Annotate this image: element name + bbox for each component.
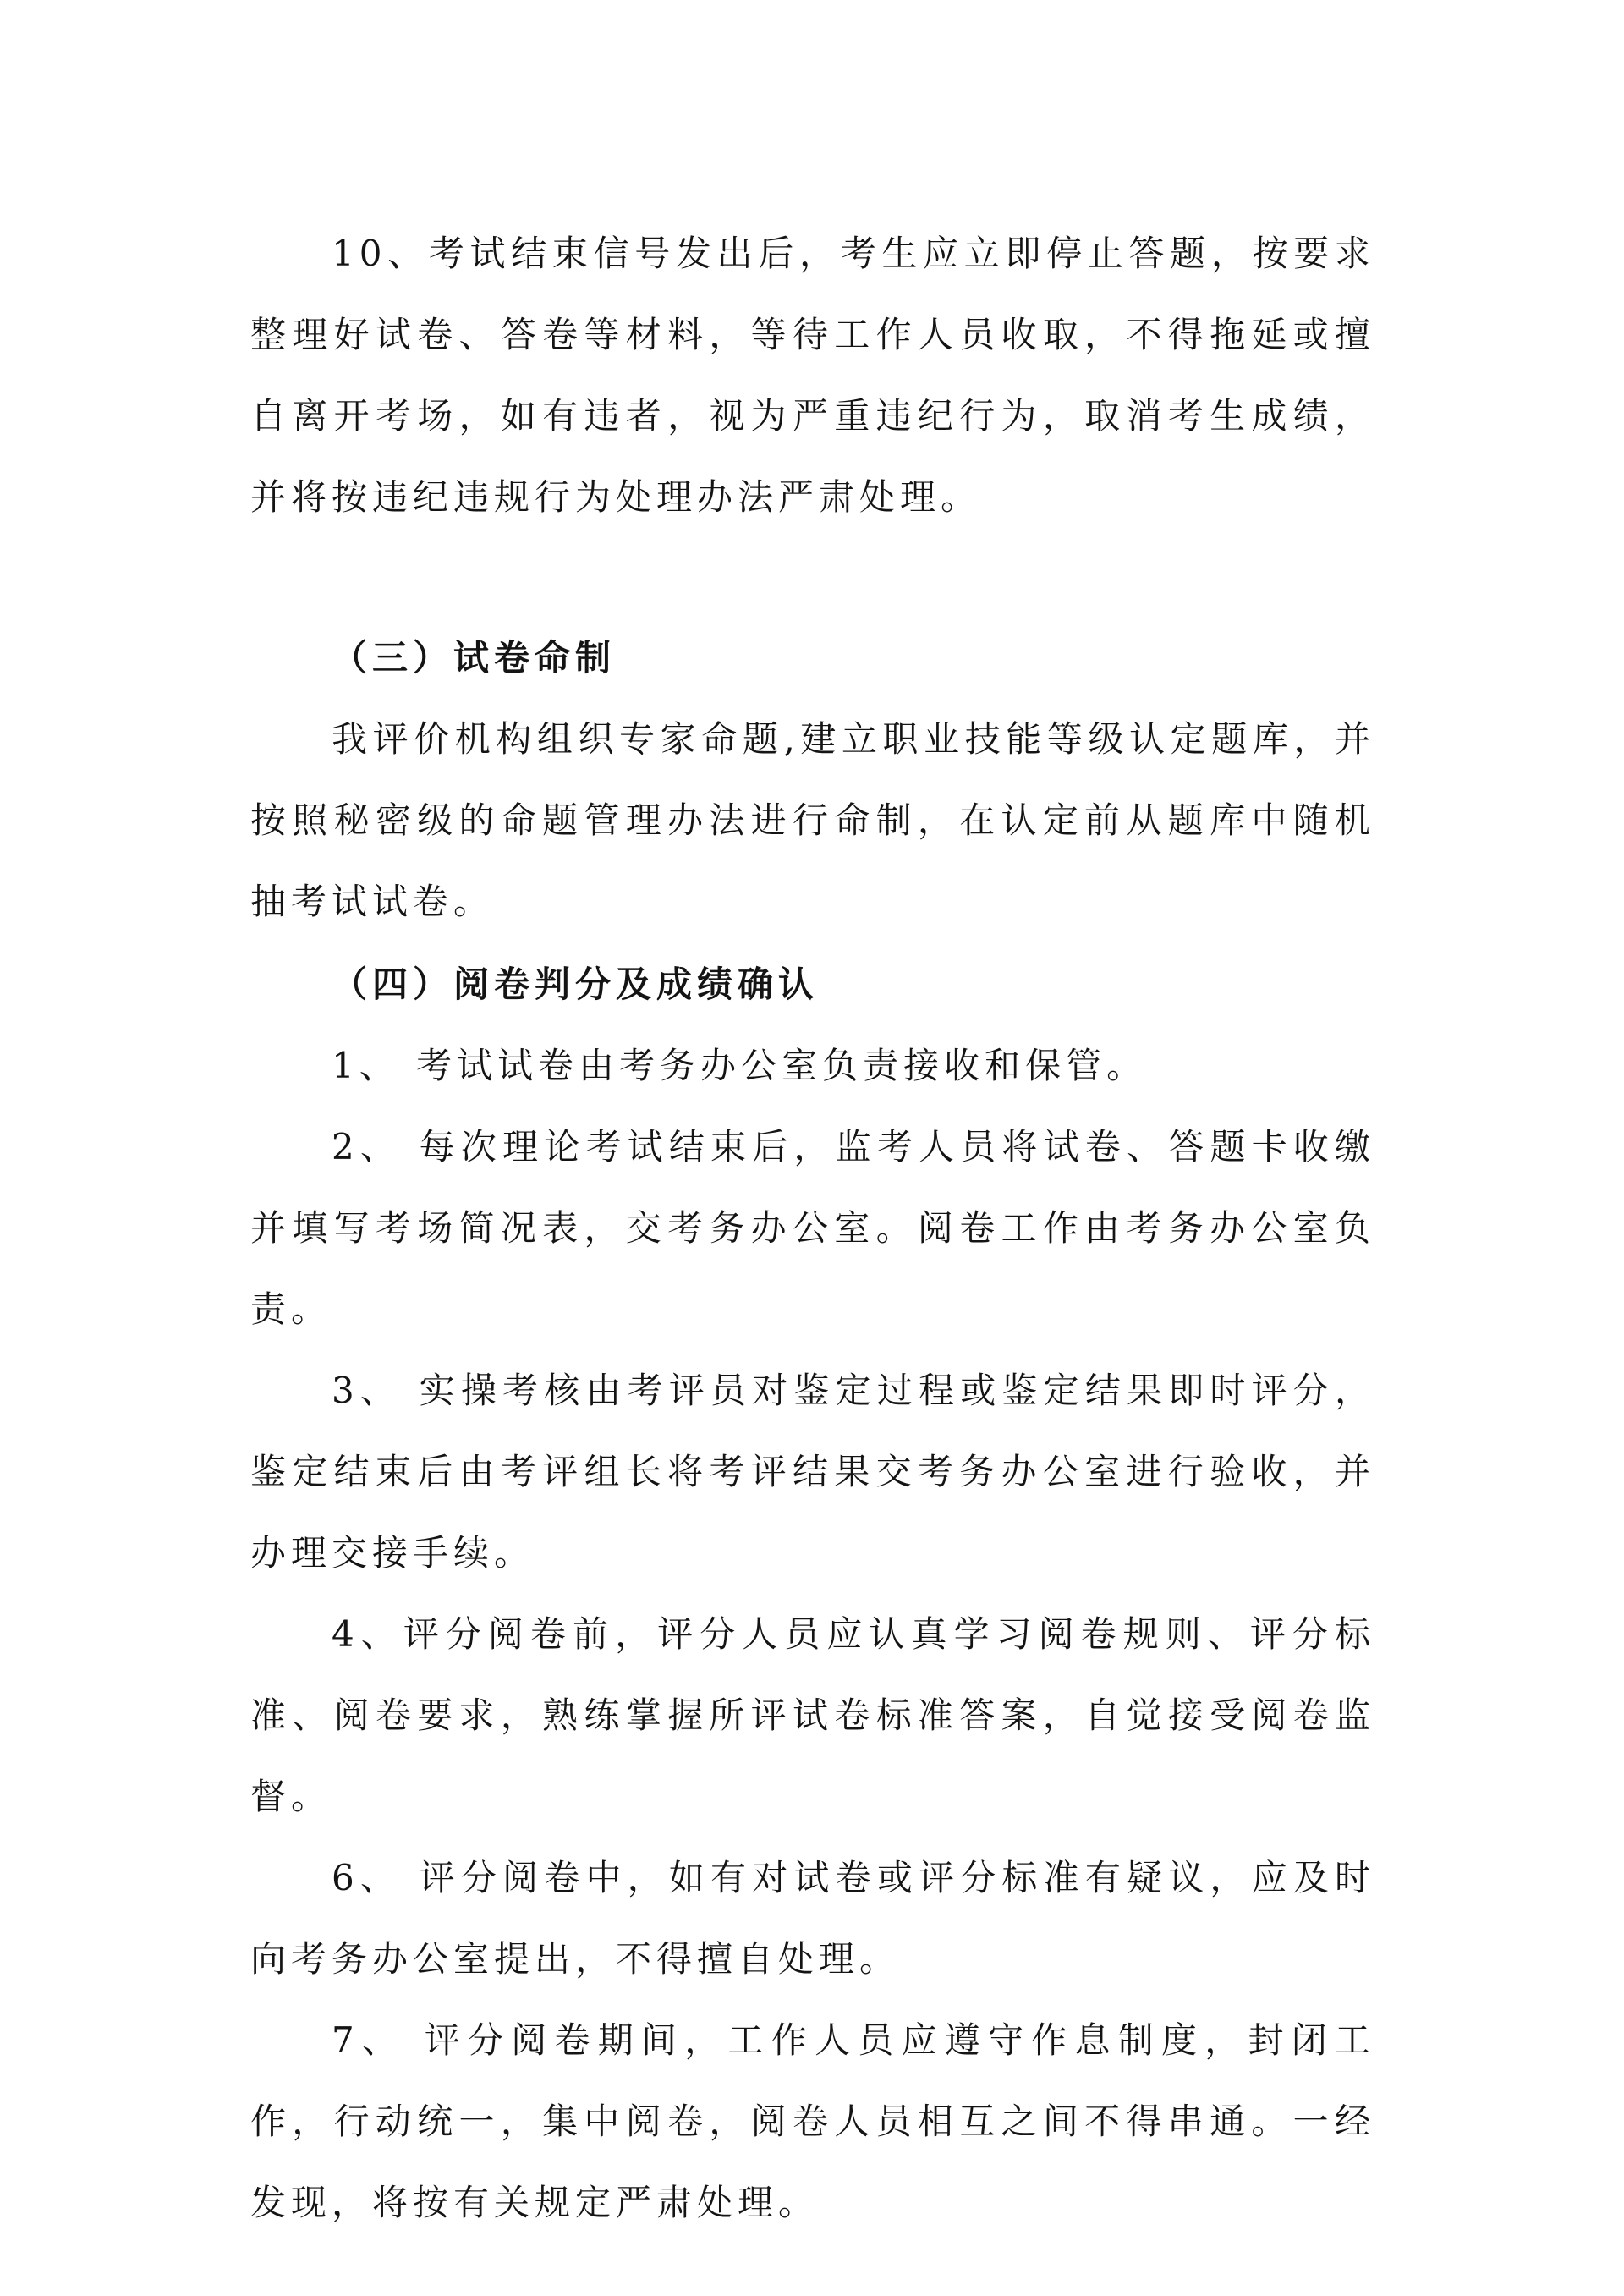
paragraph-item-4: 4、评分阅卷前，评分人员应认真学习阅卷规则、评分标准、阅卷要求，熟练掌握所评试卷标准答案，自觉接受阅卷监督。 [250, 1613, 1375, 1817]
paragraph-item-10: 10、考试结束信号发出后，考生应立即停止答题，按要求整理好试卷、答卷等材料，等待工作人员收取，不得拖延或擅自离开考场，如有违者，视为严重违纪行为，取消考生成绩，并将按违纪违规行为处理办法严肃处理。 [250, 233, 1375, 518]
paragraph-item-1: 1、 考试试卷由考务办公室负责接收和保管。 [332, 1045, 1148, 1086]
paragraph-item-7: 7、 评分阅卷期间，工作人员应遵守作息制度，封闭工作，行动统一，集中阅卷，阅卷人员相互之间不得串通。一经发现，将按有关规定严肃处理。 [250, 2019, 1375, 2223]
section-heading-4: （四）阅卷判分及成绩确认 [332, 964, 820, 1005]
document-body [250, 213, 1375, 2244]
paragraph-item-2: 2、 每次理论考试结束后，监考人员将试卷、答题卡收缴并填写考场简况表，交考务办公室。阅卷工作由考务办公室负责。 [250, 1126, 1375, 1330]
paragraph-exam-paper-creation: 我评价机构组织专家命题,建立职业技能等级认定题库，并按照秘密级的命题管理办法进行命制，在认定前从题库中随机抽考试试卷。 [250, 718, 1375, 922]
section-heading-3: （三）试卷命制 [332, 637, 617, 678]
paragraph-item-6: 6、 评分阅卷中，如有对试卷或评分标准有疑议，应及时向考务办公室提出，不得擅自处理。 [250, 1857, 1375, 1980]
paragraph-item-3: 3、 实操考核由考评员对鉴定过程或鉴定结果即时评分，鉴定结束后由考评组长将考评结果交考务办公室进行验收，并办理交接手续。 [250, 1370, 1375, 1574]
